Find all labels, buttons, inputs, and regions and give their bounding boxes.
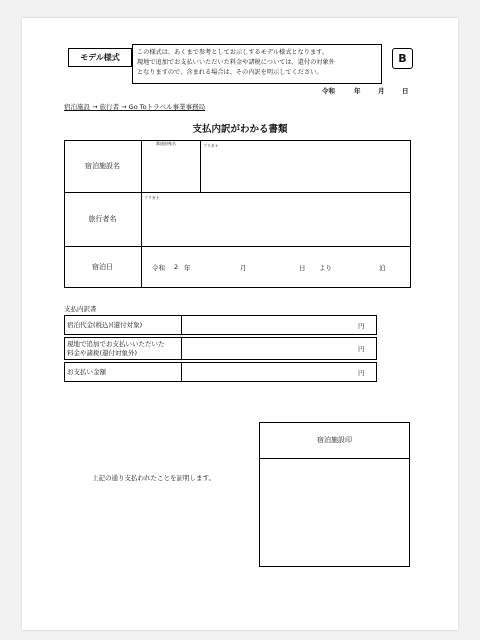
form-letter-badge: B: [392, 48, 413, 69]
stay-date-year-number: 2: [174, 263, 179, 271]
column-divider: [200, 140, 201, 192]
column-divider: [181, 337, 182, 360]
model-badge: モデル様式: [68, 48, 132, 67]
stay-date-day: 日: [299, 264, 306, 272]
stamp-label: 宿泊施設印: [317, 436, 352, 444]
payment-label-line: 料金や諸税(還付対象外): [67, 348, 138, 357]
column-divider: [141, 140, 142, 288]
certification-text: 上記の通り支払われたことを証明します。: [92, 474, 215, 482]
payment-row-label: [64, 337, 181, 360]
date-day: 日: [402, 87, 409, 95]
notice-line: この様式は、あくまで参考としてお示しするモデル様式となります。: [137, 49, 329, 56]
stay-date-from: より: [319, 264, 332, 272]
column-divider: [181, 315, 182, 335]
stay-date-year: 年: [184, 264, 191, 272]
yen-unit: 円: [358, 369, 365, 377]
submission-route: 宿泊施設 → 旅行者 → Go Toトラベル事業事務局: [64, 103, 206, 111]
date-year: 年: [354, 87, 361, 95]
stay-date-month: 月: [240, 264, 247, 272]
date-era: 令和: [322, 87, 335, 95]
notice-box: [132, 44, 382, 84]
payment-row-label: [64, 362, 181, 382]
prefecture-label: 都道府県名: [156, 141, 176, 146]
stay-date-label: 宿泊日: [92, 263, 113, 271]
facility-name-label: 宿泊施設名: [85, 162, 120, 170]
stay-date-era: 令和: [152, 264, 165, 272]
payment-section-title: 支払内訳書: [64, 305, 97, 313]
document-title: 支払内訳がわかる書類: [192, 124, 288, 135]
stay-date-nights: 泊: [379, 264, 386, 272]
traveler-name-label: 旅行者名: [88, 215, 117, 223]
payment-label-line: 現地で追加でお支払いいただいた: [67, 339, 165, 348]
payment-label-line: お支払い金額: [67, 367, 106, 376]
furigana-label: フリガナ: [203, 143, 219, 148]
payment-label-line: 宿泊代金(税込)(還付対象): [67, 320, 143, 329]
stamp-divider: [259, 458, 410, 459]
furigana-label: フリガナ: [144, 195, 160, 200]
payment-row-label: [64, 315, 181, 335]
date-month: 月: [378, 87, 385, 95]
notice-line: 現地で追加でお支払いいただいた料金や諸税については、還付の対象外: [137, 59, 335, 66]
column-divider: [181, 362, 182, 382]
yen-unit: 円: [358, 345, 365, 353]
yen-unit: 円: [358, 322, 365, 330]
notice-line: となりますので、含まれる場合は、その内訳を明示してください。: [137, 69, 323, 76]
document-page: [22, 18, 458, 630]
